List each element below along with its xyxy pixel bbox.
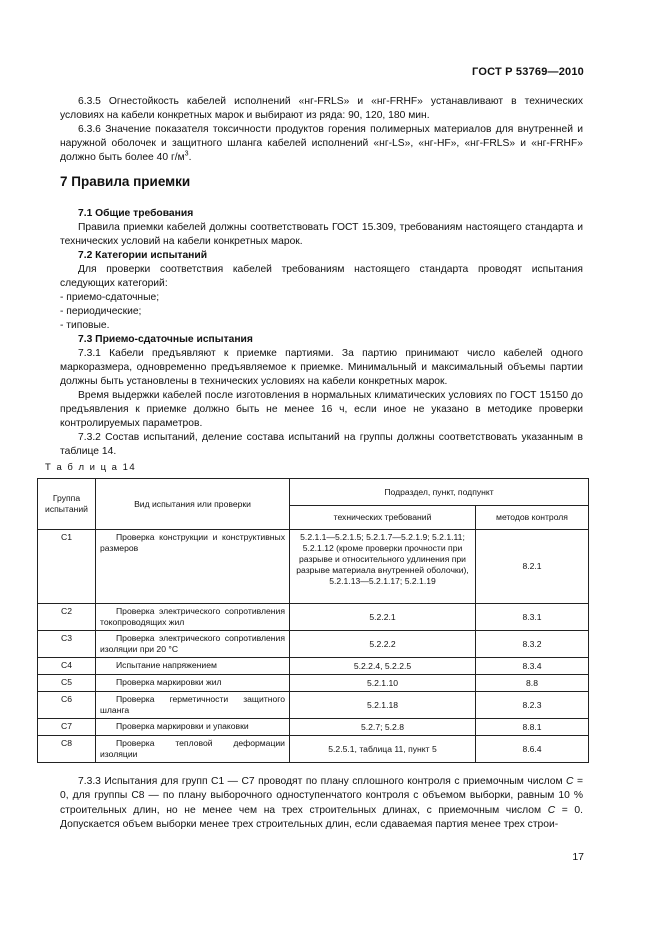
table-row: С7 Проверка маркировки и упаковки 5.2.7; 5.2.8 8.8.1 (38, 719, 589, 736)
header-tech-requirements: технических требований (290, 506, 476, 530)
section-7-title: 7 Правила приемки (60, 174, 191, 189)
paragraph-7-3-1-b: Время выдержки кабелей после изготовления в нормальных климатических условиях по ГОСТ 15150 до предъявления к приемке должно быть не менее 16 ч, если иное не указано в методике проверки контролируемых параметров. (60, 390, 583, 429)
paragraph-7-1: Правила приемки кабелей должны соответствовать ГОСТ 15.309, требованиям настоящего стандарта и технических условий на кабели конкретных марок. (60, 222, 583, 247)
table-row: С4 Испытание напряжением 5.2.2.4, 5.2.2.5 8.3.4 (38, 658, 589, 675)
header-test-type: Вид испытания или проверки (96, 479, 290, 530)
heading-7-2: 7.2 Категории испытаний (78, 250, 208, 261)
table-row: С1 Проверка конструкции и конструктивных размеров 5.2.1.1—5.2.1.5; 5.2.1.7—5.2.1.9; 5.2.1.11; 5.2.1.12 (кроме проверки прочности при разрыве и относительного удлинения при разрыве материала внутренней оболочки), 5.2.1.13—5.2.1.17; 5.2.1.19 8.2.1 (38, 530, 589, 604)
table-row: С3 Проверка электрического сопротивления изоляции при 20 °С 5.2.2.2 8.3.2 (38, 631, 589, 658)
header-control-methods: методов контроля (476, 506, 589, 530)
paragraph-7-2: Для проверки соответствия кабелей требованиям настоящего стандарта проводят испытания следующих категорий: (60, 264, 583, 289)
header-subsection: Подраздел, пункт, подпункт (290, 479, 589, 506)
page-number: 17 (572, 851, 584, 863)
paragraph-7-3-3: 7.3.3 Испытания для групп С1 — С7 проводят по плану сплошного контроля с приемочным числом С = 0, для группы С8 — по плану выборочного одноступенчатого контроля с объемом выборки, равным 10 % строительных длин, но не менее чем на трех строительных длинах, с приемочным числом С = 0. Допускается объем выборки менее трех строительных длин, если сдаваемая партия менее трех строи- (60, 776, 583, 831)
body-middle (60, 207, 583, 459)
header-group: Группа испытаний (38, 479, 96, 530)
table-row: С2 Проверка электрического сопротивления токопроводящих жил 5.2.2.1 8.3.1 (38, 604, 589, 631)
table-14 (37, 478, 589, 763)
paragraph-6-3-6: 6.3.6 Значение показателя токсичности продуктов горения полимерных материалов для внутренней и наружной оболочек и защитного шланга кабелей исполнений «нг-LS», «нг-HF», «нг-FRLS» и «нг-FRHF» должно быть более 40 $г/м^3$. (60, 124, 583, 163)
table-caption: Т а б л и ц а 14 (45, 462, 137, 473)
paragraph-7-3-2: 7.3.2 Состав испытаний, деление состава испытаний на группы должны соответствовать указанным в таблице 14. (60, 432, 583, 457)
paragraph-6-3-5: 6.3.5 Огнестойкость кабелей исполнений «нг-FRLS» и «нг-FRHF» устанавливают в технических условиях на кабели конкретных марок и выбирают из ряда: 90, 120, 180 мин. (60, 96, 583, 121)
standard-header: ГОСТ Р 53769—2010 (472, 66, 584, 78)
section-7-title-block (60, 175, 583, 189)
list-item: - приемо-сдаточные; (60, 292, 160, 303)
table-row: С8 Проверка тепловой деформации изоляции 5.2.5.1, таблица 11, пункт 5 8.6.4 (38, 736, 589, 763)
list-item: - типовые. (60, 320, 110, 331)
table-row: С6 Проверка герметичности защитного шланга 5.2.1.18 8.2.3 (38, 692, 589, 719)
list-item: - периодические; (60, 306, 142, 317)
paragraph-7-3-1: 7.3.1 Кабели предъявляют к приемке партиями. За партию принимают число кабелей одного маркоразмера, одновременно предъявляемое к приемке. Минимальный и максимальный объемы партии должны быть установлены в технических условиях на кабели конкретных марок. (60, 348, 583, 387)
heading-7-1: 7.1 Общие требования (78, 208, 194, 219)
body-upper (60, 95, 583, 165)
heading-7-3: 7.3 Приемо-сдаточные испытания (78, 334, 253, 345)
table-row: С5 Проверка маркировки жил 5.2.1.10 8.8 (38, 675, 589, 692)
